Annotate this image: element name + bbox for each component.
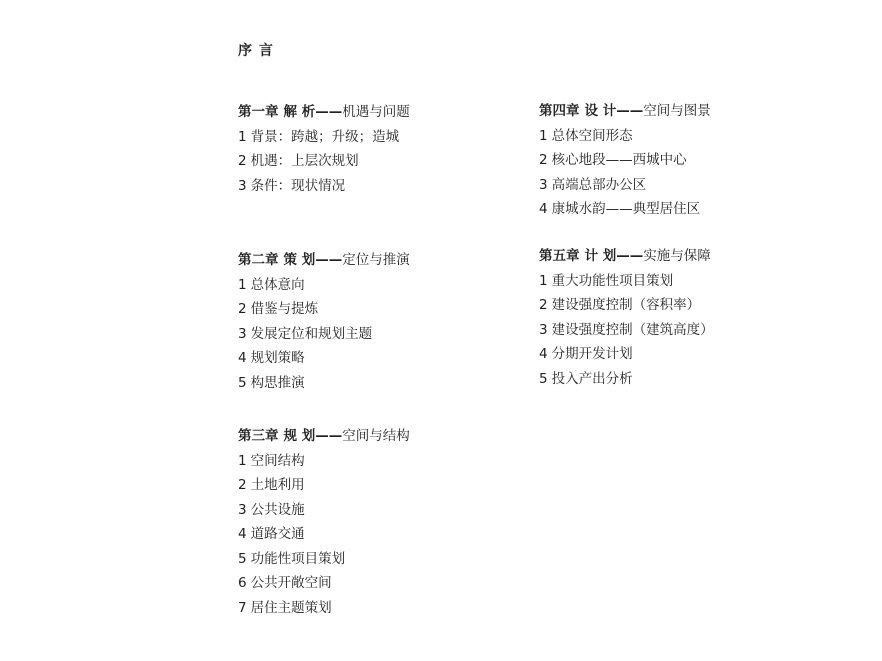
item-text: 借鉴与提炼 [250, 301, 319, 317]
toc-item [539, 176, 839, 201]
toc-item [238, 374, 538, 399]
item-number: 4 [539, 346, 548, 362]
chapter-4 [539, 102, 839, 225]
chapter-5 [539, 247, 839, 394]
chapter-3-items [238, 452, 538, 624]
toc-item [539, 200, 839, 225]
chapter-number: 第三章 [238, 428, 279, 444]
chapter-subtitle: 机遇与问题 [342, 104, 410, 120]
chapter-title: 解 析 [283, 104, 316, 120]
item-number: 3 [238, 177, 247, 194]
item-number: 2 [238, 301, 247, 317]
toc-item [539, 345, 839, 370]
item-number: 1 [238, 128, 247, 145]
chapter-4-heading [539, 102, 839, 127]
toc-item [238, 599, 538, 624]
item-number: 7 [238, 599, 247, 616]
toc-item [238, 349, 538, 374]
toc-item [238, 452, 538, 477]
chapter-2-heading [238, 251, 538, 276]
toc-item [539, 296, 839, 321]
chapter-subtitle: 空间与结构 [342, 428, 410, 444]
toc-item [539, 370, 839, 395]
chapter-1-heading [238, 103, 538, 128]
item-text: 条件：现状情况 [250, 177, 346, 194]
item-number: 4 [238, 526, 247, 542]
chapter-title: 规 划 [283, 428, 316, 444]
toc-item [238, 325, 538, 350]
toc-item [238, 152, 538, 177]
item-text: 公共设施 [250, 501, 305, 518]
toc-item [238, 501, 538, 526]
item-number: 2 [539, 297, 548, 313]
chapter-dash: —— [315, 104, 343, 120]
item-text: 土地利用 [250, 477, 305, 493]
chapter-dash: —— [315, 252, 343, 268]
toc-item [238, 550, 538, 575]
chapter-title: 设 计 [584, 103, 617, 119]
item-number: 5 [539, 370, 548, 387]
chapter-3-heading [238, 427, 538, 452]
toc-item [238, 276, 538, 301]
item-text: 背景：跨越；升级；造城 [250, 128, 400, 145]
chapter-5-heading [539, 247, 839, 272]
item-text: 规划策略 [250, 350, 305, 366]
chapter-subtitle: 定位与推演 [342, 252, 410, 268]
item-number: 2 [238, 153, 247, 169]
item-text: 核心地段——西城中心 [551, 152, 687, 168]
chapter-title: 策 划 [283, 252, 316, 268]
item-number: 3 [539, 321, 548, 338]
chapter-2 [238, 251, 538, 398]
item-number: 1 [238, 452, 247, 469]
item-number: 1 [539, 127, 548, 144]
item-number: 5 [238, 550, 247, 567]
toc-item [539, 151, 839, 176]
chapter-2-items [238, 276, 538, 399]
item-number: 5 [238, 374, 247, 391]
item-number: 2 [539, 152, 548, 168]
item-text: 康城水韵——典型居住区 [551, 201, 701, 217]
item-text: 总体空间形态 [551, 127, 633, 144]
chapter-subtitle: 空间与图景 [643, 103, 711, 119]
chapter-number: 第五章 [539, 248, 580, 264]
chapter-dash: —— [616, 103, 644, 119]
item-text: 公共开敞空间 [250, 575, 332, 591]
item-text: 重大功能性项目策划 [551, 272, 674, 289]
item-text: 投入产出分析 [551, 370, 633, 387]
toc-item [539, 127, 839, 152]
item-number: 2 [238, 477, 247, 493]
item-text: 居住主题策划 [250, 599, 332, 616]
toc-item [238, 574, 538, 599]
toc-item [238, 300, 538, 325]
chapter-title: 计 划 [584, 248, 617, 264]
chapter-1-items [238, 128, 538, 202]
item-text: 道路交通 [250, 526, 305, 542]
chapter-subtitle: 实施与保障 [643, 248, 711, 264]
item-number: 6 [238, 575, 247, 591]
chapter-1 [238, 103, 538, 201]
chapter-3 [238, 427, 538, 623]
item-number: 1 [238, 276, 247, 293]
chapter-dash: —— [315, 428, 343, 444]
item-number: 4 [539, 201, 548, 217]
toc-item [539, 272, 839, 297]
toc-item [238, 525, 538, 550]
chapter-number: 第二章 [238, 252, 279, 268]
chapter-4-items [539, 127, 839, 225]
toc-item [539, 321, 839, 346]
item-text: 机遇：上层次规划 [250, 153, 359, 169]
item-text: 构思推演 [250, 374, 305, 391]
chapter-5-items [539, 272, 839, 395]
item-number: 4 [238, 350, 247, 366]
item-text: 空间结构 [250, 452, 305, 469]
chapter-number: 第一章 [238, 104, 279, 120]
chapter-number: 第四章 [539, 103, 580, 119]
item-text: 功能性项目策划 [250, 550, 346, 567]
item-text: 建设强度控制（建筑高度） [551, 321, 714, 338]
item-text: 发展定位和规划主题 [250, 325, 373, 342]
toc-item [238, 476, 538, 501]
item-text: 分期开发计划 [551, 346, 633, 362]
preface-heading: 序 言 [238, 43, 274, 59]
item-text: 高端总部办公区 [551, 176, 647, 193]
item-text: 总体意向 [250, 276, 305, 293]
toc-item [238, 177, 538, 202]
item-number: 3 [238, 325, 247, 342]
item-number: 3 [539, 176, 548, 193]
toc-item [238, 128, 538, 153]
item-number: 1 [539, 272, 548, 289]
chapter-dash: —— [616, 248, 644, 264]
item-text: 建设强度控制（容积率） [551, 297, 701, 313]
item-number: 3 [238, 501, 247, 518]
